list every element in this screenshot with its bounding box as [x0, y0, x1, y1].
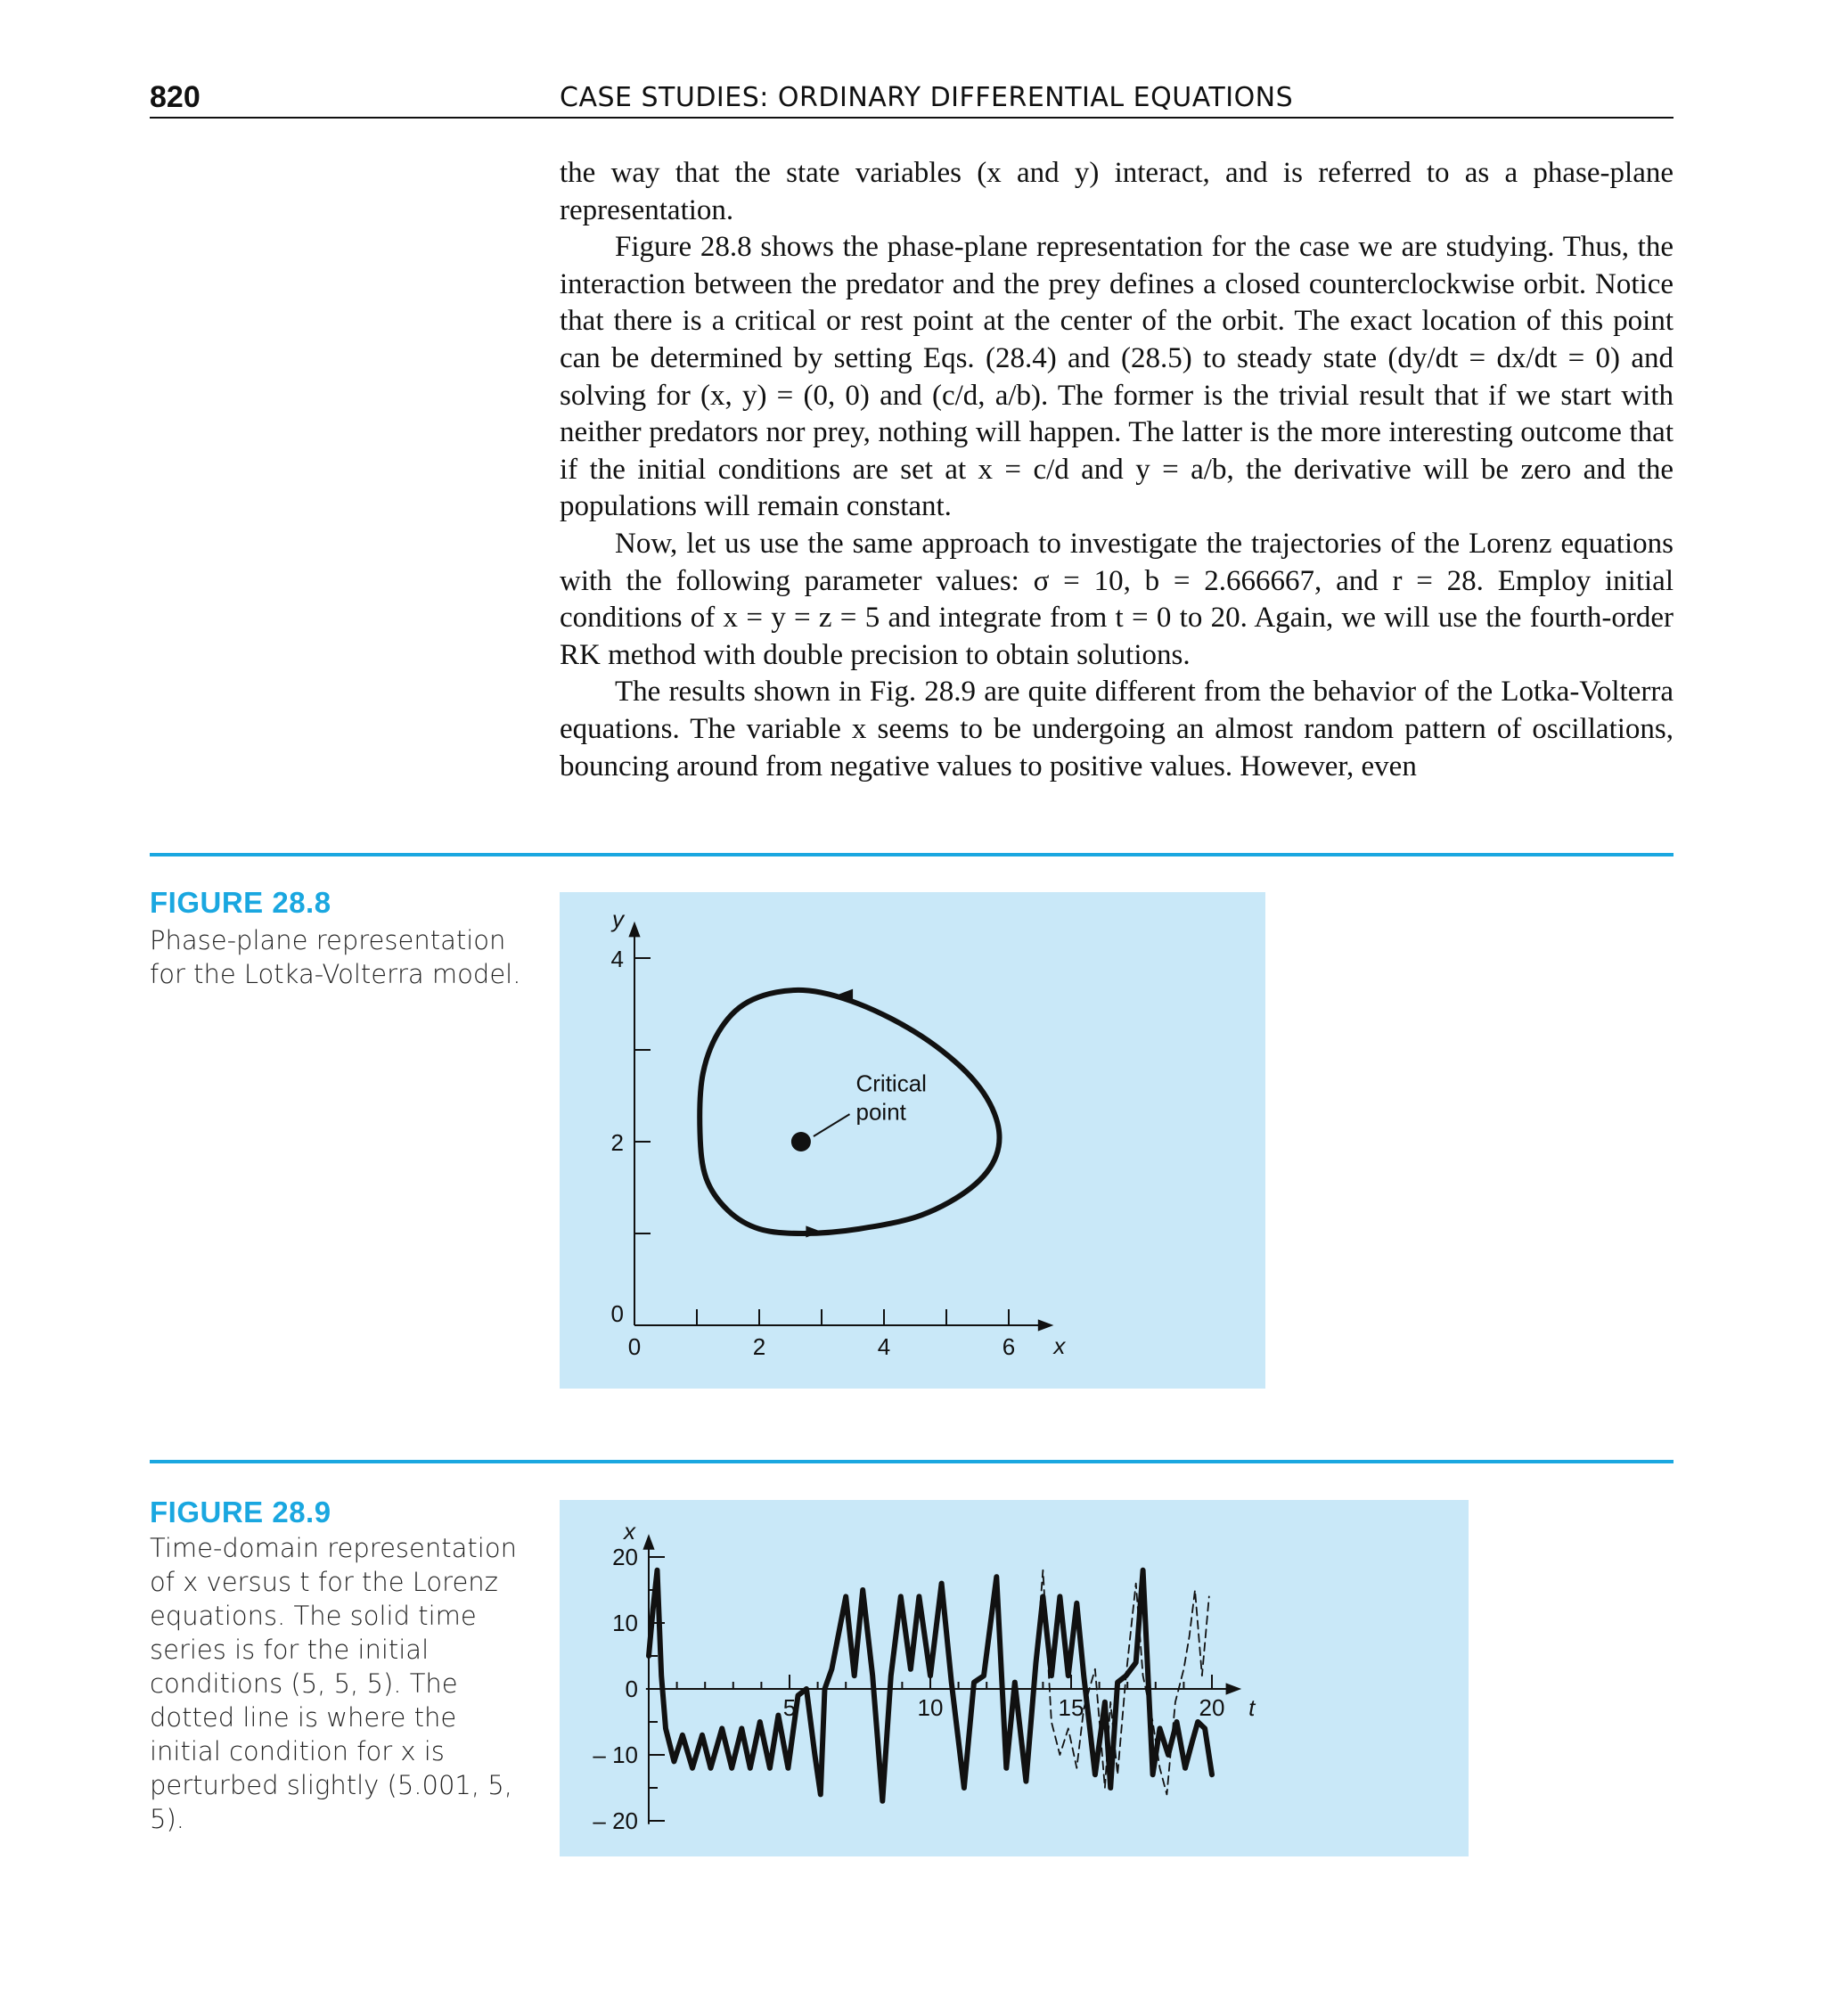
y-tick-label: 4: [610, 946, 624, 972]
figure-9-label: FIGURE 28.9: [150, 1496, 331, 1528]
figure-8-rule: [150, 853, 1674, 856]
critical-point-label-line2: point: [855, 1098, 906, 1126]
header-rule: [150, 117, 1674, 119]
phase-plane-chart: [560, 892, 1265, 1389]
y-axis-label: x: [624, 1518, 635, 1545]
y-tick-label: – 20: [593, 1807, 638, 1834]
figure-8-panel: [560, 892, 1265, 1389]
y-tick-label: 10: [612, 1610, 638, 1636]
x-tick-label: 2: [752, 1333, 766, 1360]
page-number: 820: [150, 80, 201, 114]
x-axis-label: t: [1248, 1694, 1256, 1721]
time-series-chart: [560, 1500, 1469, 1856]
figure-8-label: FIGURE 28.8: [150, 886, 331, 919]
y-tick-label: 2: [610, 1129, 624, 1156]
x-tick-label: 20: [1199, 1694, 1225, 1721]
x-axis-arrow: [1226, 1683, 1242, 1694]
critical-point-marker: [791, 1132, 811, 1151]
y-axis-label: y: [612, 905, 624, 932]
paragraph-2: Figure 28.8 shows the phase-plane representation for the case we are studying. Thus, the interaction between the predator and the prey defines a closed counterclockwise orbit. Notice that there is a critical or rest point at the center of the orbit. The exact location of this point can be determined by setting Eqs. (28.4) and (28.5) to steady state (dy/dt = dx/dt = 0) and solving for (x, y) = (0, 0) and (c/d, a/b). The former is the trivial result that if we start with neither predators nor prey, nothing will happen. The latter is the more interesting outcome that if the initial conditions are set at x = c/d and y = a/b, the derivative will be zero and the populations will remain constant.: [560, 231, 1674, 523]
critical-point-label-line1: Critical: [855, 1069, 927, 1097]
x-tick-label: 5: [782, 1694, 797, 1721]
critical-point-pointer: [814, 1114, 850, 1136]
body-text: [560, 155, 1674, 785]
y-tick-label: 0: [610, 1300, 624, 1327]
x-tick-label: 10: [917, 1694, 944, 1721]
figure-9-rule: [150, 1460, 1674, 1463]
x-tick-label: 4: [877, 1333, 891, 1360]
x-axis-label: x: [1053, 1332, 1066, 1359]
paragraph-4: The results shown in Fig. 28.9 are quite different from the behavior of the Lotka-Volterra equations. The variable x seems to be undergoing an almost random pattern of oscillations, bouncing around from negative values to positive values. However, even: [560, 676, 1674, 783]
orbit-line: [700, 990, 999, 1233]
x-tick-label: 15: [1058, 1694, 1084, 1721]
y-axis-arrow: [628, 922, 640, 938]
running-title: CASE STUDIES: ORDINARY DIFFERENTIAL EQUATIONS: [560, 82, 1294, 113]
y-axis-arrow: [642, 1534, 654, 1550]
x-tick-label: 0: [627, 1333, 642, 1360]
paragraph-1: the way that the state variables (x and y) interact, and is referred to as a phase-plane representation.: [560, 157, 1674, 226]
y-tick-label: 20: [612, 1544, 638, 1570]
figure-9-caption: Time-domain representation of x versus t for the Lorenz equations. The solid time series is for the initial conditions (5, 5, 5). The dotted line is where the initial condition for x is perturbed slightly (5.001, 5, 5).: [150, 1533, 517, 1834]
x-tick-label: 6: [1002, 1333, 1016, 1360]
figure-9-panel: [560, 1500, 1469, 1856]
y-tick-label: 0: [625, 1676, 638, 1702]
paragraph-3: Now, let us use the same approach to investigate the trajectories of the Lorenz equations with the following parameter values: σ = 10, b = 2.666667, and r = 28. Employ initial conditions of x = y = z = 5 and integrate from t = 0 to 20. Again, we will use the fourth-order RK method with double precision to obtain solutions.: [560, 527, 1674, 671]
y-tick-label: – 10: [593, 1741, 638, 1768]
figure-8-caption: Phase-plane representation for the Lotka-Volterra model.: [150, 925, 521, 989]
x-axis-arrow: [1038, 1319, 1054, 1331]
